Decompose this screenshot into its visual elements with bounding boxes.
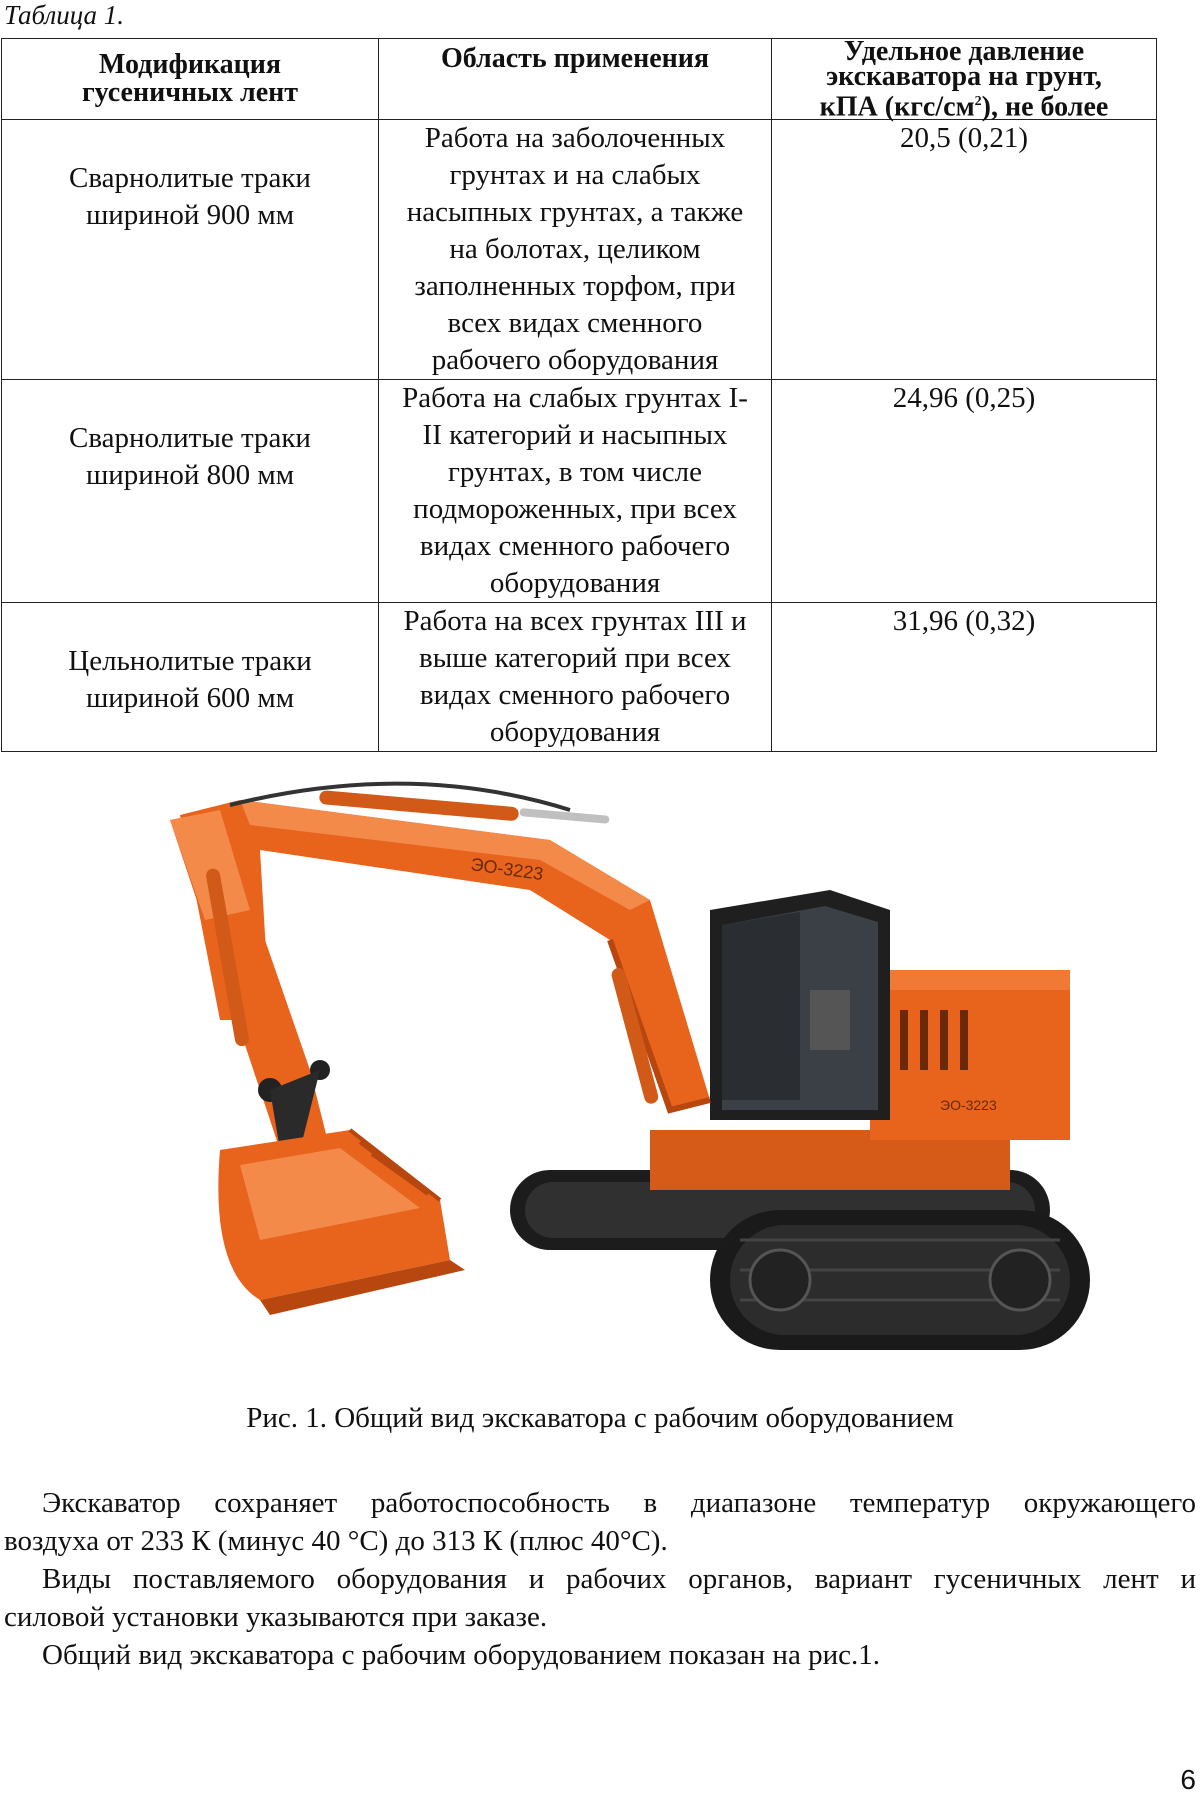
paragraph-temperature-line2: воздуха от 233 К (минус 40 °С) до 313 К (плюс 40°С). [4, 1525, 668, 1557]
bucket [218, 1130, 465, 1315]
application-line: на болотах, целиком [449, 233, 701, 266]
table-row [2, 603, 1157, 752]
paragraph-temperature [4, 1484, 1196, 1560]
table-header-row [2, 39, 1157, 120]
header-pressure-line3a: кПА (кгс/см [819, 91, 975, 123]
cell-pressure: 20,5 (0,21) [772, 120, 1157, 380]
header-application: Область применения [379, 39, 772, 120]
table-caption: Таблица 1. [4, 0, 125, 30]
header-pressure-line2: экскаватора на грунт, [826, 61, 1102, 92]
cell-modification [2, 380, 379, 603]
paragraph-equipment [4, 1560, 1196, 1636]
application-line: насыпных грунтах, а также [406, 196, 744, 229]
cell-pressure: 24,96 (0,25) [772, 380, 1157, 603]
modification-line2: шириной 900 мм [85, 199, 295, 232]
table-row [2, 120, 1157, 380]
modification-line2: шириной 600 мм [85, 682, 295, 715]
header-pressure [772, 36, 1157, 123]
header-modification-line1: Модификация [98, 49, 282, 81]
header-pressure-line1: Удельное давление [843, 36, 1085, 67]
application-line: грунтах и на слабых [449, 159, 701, 192]
track-near [710, 1210, 1090, 1350]
excavator-illustration [110, 770, 1090, 1380]
application-line: всех видах сменного [447, 307, 703, 340]
application-line: видах сменного рабочего [419, 679, 731, 712]
application-line: грунтах, в том числе [447, 456, 703, 489]
cell-pressure: 31,96 (0,32) [772, 603, 1157, 752]
cab [710, 890, 890, 1120]
application-line: видах сменного рабочего [419, 530, 731, 563]
table-row [2, 380, 1157, 603]
header-modification [2, 39, 379, 120]
paragraph-figure-reference [4, 1636, 1196, 1674]
modification-line1: Сварнолитые траки [69, 162, 311, 195]
figure-caption: Рис. 1. Общий вид экскаватора с рабочим оборудованием [246, 1402, 954, 1434]
page-number: 6 [1180, 1764, 1196, 1795]
modification-line2: шириной 800 мм [85, 459, 295, 492]
application-line: заполненных торфом, при [414, 270, 736, 303]
cell-application [379, 603, 772, 752]
header-pressure-line3b: ), не более [981, 91, 1109, 123]
cell-application [379, 380, 772, 603]
application-line: II категорий и насыпных [422, 419, 728, 452]
modification-line1: Цельнолитые траки [68, 645, 312, 678]
application-line: выше категорий при всех [419, 642, 731, 675]
header-pressure-line3 [776, 89, 1152, 123]
application-line: Работа на заболоченных [424, 122, 726, 155]
model-label: ЭО-3223 [469, 854, 545, 885]
spec-table [1, 38, 1157, 752]
cell-application [379, 120, 772, 380]
paragraph-equipment-line1: Виды поставляемого оборудования и рабочих органов, вариант гусеничных лент и [42, 1563, 1196, 1595]
engine-housing [870, 970, 1070, 1140]
application-line: подмороженных, при всех [413, 493, 737, 526]
application-line: оборудования [489, 567, 661, 600]
excavator-figure [110, 770, 1090, 1380]
application-line: Работа на всех грунтах III и [403, 605, 747, 638]
paragraph-equipment-line2: силовой установки указываются при заказе. [4, 1601, 548, 1633]
header-pressure-superscript: 2 [974, 94, 982, 109]
modification-line1: Сварнолитые траки [69, 422, 311, 455]
model-label-small: ЭО-3223 [940, 1097, 997, 1113]
paragraph-temperature-line1: Экскаватор сохраняет работоспособность в диапазоне температур окружающего [42, 1487, 1196, 1519]
cell-modification [2, 603, 379, 752]
paragraph-figure-reference-text: Общий вид экскаватора с рабочим оборудованием показан на рис.1. [42, 1639, 880, 1671]
application-line: рабочего оборудования [431, 344, 719, 377]
header-modification-line2: гусеничных лент [81, 77, 299, 109]
cell-modification [2, 120, 379, 380]
application-line: Работа на слабых грунтах I- [402, 382, 748, 415]
application-line: оборудования [489, 716, 661, 749]
